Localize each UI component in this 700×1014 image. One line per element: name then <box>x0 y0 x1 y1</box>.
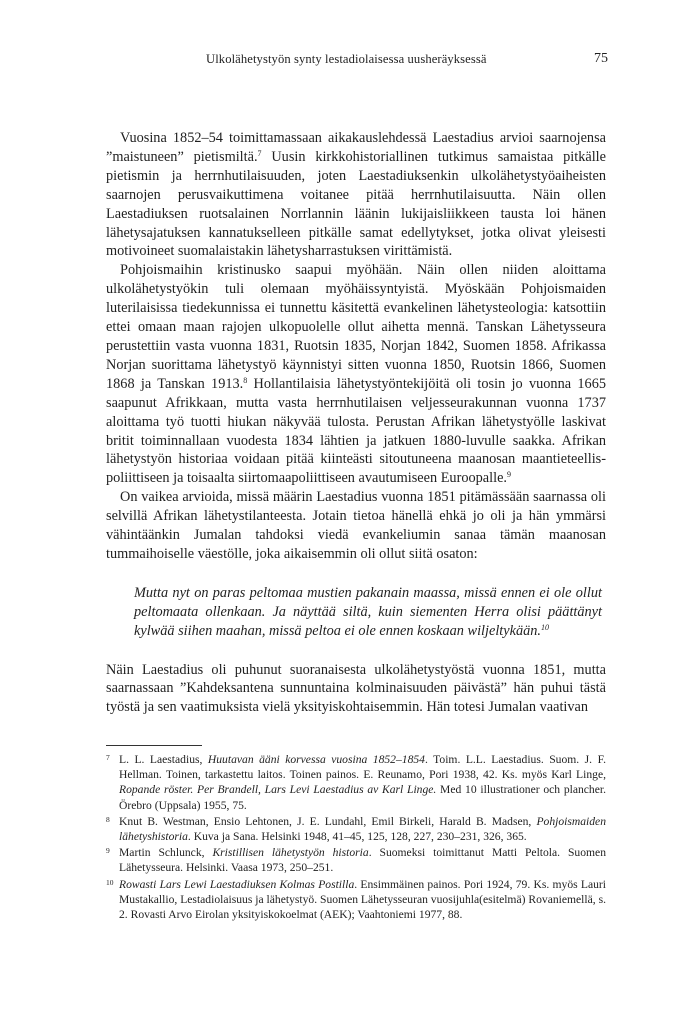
footnote-title: Huutavan ääni korvessa vuosina 1852–1854 <box>207 753 425 766</box>
footnotes <box>106 752 606 923</box>
body-text <box>106 129 606 717</box>
running-head: Ulkolähetystyön synty lestadiolaisessa uusheräyksessä <box>206 52 487 66</box>
footnote-text: . Ensimmäinen painos. Pori 1924, 79. Ks. myös Lauri Mustakallio, Lestadiolaisuus ja lähetystyö. Suomen Lähetysseuran vuosijuhla(esitelmä) Rovaniemellä, s. 2. Rovasti Arvo Eirolan yksityiskokoelmat (AEK); Vaahtoniemi 1977, 88. <box>119 877 606 922</box>
footnote-8 <box>106 814 606 844</box>
paragraph-2-text-b: Hollantilaisia lähetystyöntekijöitä oli tosin jo vuonna 1665 saapunut Afrikkaan, mutta vasta herrnhutilaisen veljesseurakunnan vuonna 1737 aloittama työ tuotti hiukan näkyvää tulosta. Perustan Afrikan lähetystyölle laskivat britit toiminnallaan vuodesta 1834 lähtien ja jatkuen 1880-luvulle saakka. Afrikan lähetystyön historiaa voidaan pitää kiinteästi sitoutuneena maanosan maantieteellis-poliittiseen ja toisaalta siirtomaapoliittiseen avautumiseen Euroopalle. <box>106 375 606 487</box>
paragraph-2 <box>106 261 606 488</box>
footnote-text: Martin Schlunck, <box>119 846 213 860</box>
footnote-text: Knut B. Westman, Ensio Lehtonen, J. E. Lundahl, Emil Birkeli, Harald B. Madsen, <box>119 814 537 828</box>
page-header <box>106 52 608 70</box>
footnote-divider <box>106 745 202 746</box>
footnote-text: . Toim. L.L. Laestadius. Suom. J. F. Hellman. Toinen, tarkastettu laitos. Toinen painos. E. Reunamo, Pori 1938, 42. Ks. myös Karl Linge, <box>119 753 606 782</box>
page-number: 75 <box>594 51 608 66</box>
paragraph-3: On vaikea arvioida, missä määrin Laestadius vuonna 1851 pitämässään saarnassa oli selvillä Afrikan lähetystilanteesta. Jotain tietoa hänellä ehkä jo oli ja hän ymmärsi vähintäänkin Jumalan tahdoksi viedä evankeliumin sanaa tämän maanosan tummaihoiselle väestölle, joka aikaisemmin oli ollut siitä osaton: <box>106 489 606 562</box>
paragraph-2-text-a: Pohjoismaihin kristinusko saapui myöhään. Näin ollen niiden aloittama ulkolähetystyökin tuli olemaan myöhäissyntyistä. Myöskään Pohjoismaiden luterilaisissa tiedekunnissa ei tunnettu käsitettä evankelinen lähetysteologia: katsottiin ettei omaan maan rajojen ulkopuolelle ollut aihetta mennä. Tanskan Lähetysseura perustettiin vasta vuonna 1831, Ruotsin 1835, Norjan 1842, Suomen 1858. Afrikassa Norjan suorittama lähetystyö käynnistyi sitten vuonna 1850, Ruotsin 1866, Suomen 1868 ja Tanskan 1913. <box>106 262 606 392</box>
footnote-number: 8 <box>106 814 110 824</box>
footnote-title: Pohjoismaiden lähetyshistoria <box>119 814 606 844</box>
paragraph-4: Näin Laestadius oli puhunut suoranaisesta ulkolähetystyöstä vuonna 1851, mutta saarnassaan ”Kahdeksantena sunnuntaina kolminaisuuden päivästä” hän puhui tästä työstä ja sen vaatimuksista vielä yksityiskohtaisemmin. Hän totesi Jumalan vaativan <box>106 661 606 716</box>
paragraph-1-text-a: Vuosina 1852–54 toimittamassaan aikakauslehdessä Laestadius arvioi saarnojensa ”maistuneen” pietismiltä. <box>106 130 606 165</box>
footnote-title: Rowasti Lars Lewi Laestadiuksen Kolmas Postilla <box>119 877 355 891</box>
block-quote-text: Mutta nyt on paras peltomaa mustien pakanain maassa, missä ennen ei ole ollut peltomaata ollenkaan. Ja näyttää siltä, kuin siementen Herra olisi päättänyt kylwää siihen maahan, missä peltoa ei ole ennen koskaan wiljeltykään. <box>134 584 602 639</box>
footnote-number: 7 <box>106 753 110 762</box>
footnote-ref-8[interactable]: 8 <box>243 375 248 385</box>
paragraph-1-text-b: Uusin kirkkohistoriallinen tutkimus samaistaa pitkälle pietismin ja herrnhutilaisuuden, joten Laestadiuksenkin ulkolähetystyöaiheisten saarnojen perusvaikuttimena voitanee pitää herrnhutilaisuutta. Näin ollen Laestadiuksen ruotsalainen Norrlannin läänin lukijaisliikkeen tausta loi hänen lähetysajatuksen kannatukselleen pitkälle samat edellytykset, jotka olivat yleisesti motivoineet suomalaistakin lähetysharrastuksen virittämistä. <box>106 148 607 260</box>
footnote-text: Med 10 illustrationer och plancher. Örebro (Uppsala) 1955, 75. <box>119 783 606 812</box>
footnote-number: 9 <box>106 846 110 856</box>
footnote-9 <box>106 845 606 875</box>
footnote-title: Ropande röster. Per Brandell, Lars Levi Laestadius av Karl Linge. <box>119 783 437 797</box>
footnote-title: Kristillisen lähetystyön historia <box>212 846 369 860</box>
paragraph-1 <box>106 129 606 261</box>
footnote-text: . Kuva ja Sana. Helsinki 1948, 41–45, 125, 128, 227, 230–231, 326, 365. <box>187 830 527 844</box>
footnote-7 <box>106 752 606 813</box>
footnote-ref-7[interactable]: 7 <box>257 148 262 158</box>
footnote-10 <box>106 877 606 923</box>
footnote-text: . Suomeksi toimittanut Matti Peltola. Suomen Lähetysseura. Helsinki. Vaasa 1973, 250–251. <box>119 846 606 875</box>
block-quote <box>134 584 602 641</box>
footnote-ref-10[interactable]: 10 <box>541 622 549 632</box>
footnote-number: 10 <box>106 877 114 887</box>
footnote-text: L. L. Laestadius, <box>119 753 208 766</box>
footnote-ref-9[interactable]: 9 <box>507 470 511 480</box>
